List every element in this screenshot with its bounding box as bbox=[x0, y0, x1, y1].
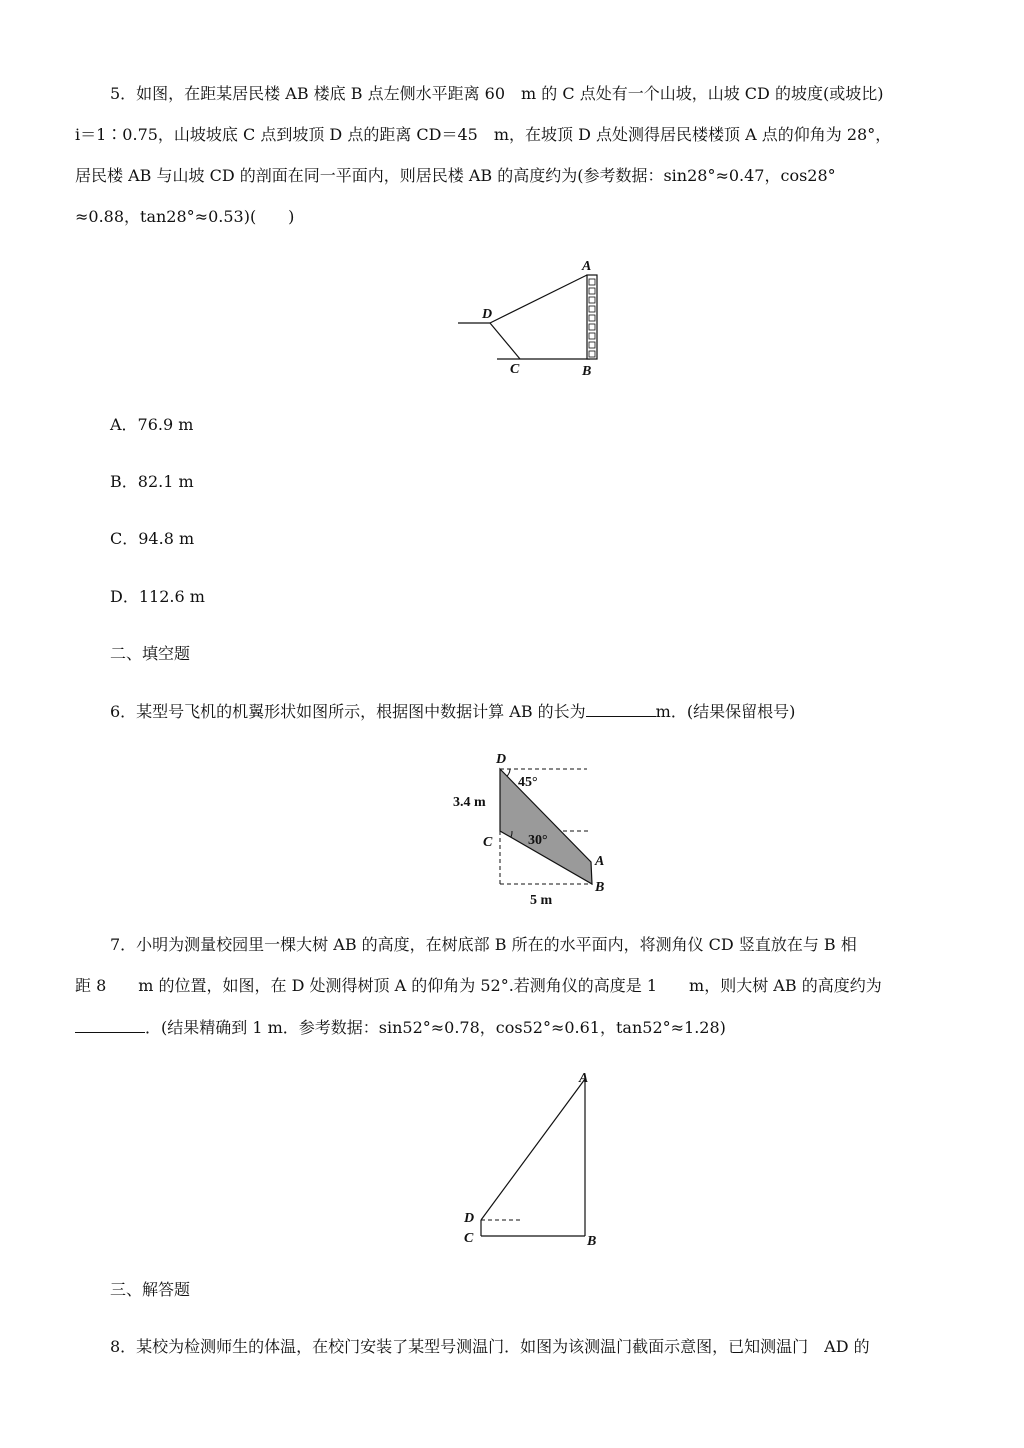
q7-sightline-da bbox=[481, 1079, 585, 1220]
q7-label-d: D bbox=[464, 1211, 475, 1226]
q7-line-2: 距 8 m 的位置，如图，在 D 处测得树顶 A 的仰角为 52°.若测角仪的高度是 1 m，则大树 AB 的高度约为 bbox=[75, 976, 882, 995]
q5-line-2: i＝1∶0.75，山坡坡底 C 点到坡顶 D 点的距离 CD＝45 m，在坡顶 D 点处测得居民楼楼顶 A 点的仰角为 28°， bbox=[75, 125, 892, 144]
q6-angle-30-label: 30° bbox=[528, 833, 548, 848]
q6-text bbox=[110, 700, 795, 723]
q6-width-label: 5 m bbox=[530, 893, 553, 908]
q5-line-3: 居民楼 AB 与山坡 CD 的剖面在同一平面内，则居民楼 AB 的高度约为(参考数据：sin28°≈0.47，cos28° bbox=[75, 166, 836, 185]
q8-line-1: 8．某校为检测师生的体温，在校门安装了某型号测温门．如图为该测温门截面示意图，已知测温门 AD 的 bbox=[110, 1337, 870, 1356]
q5-label-b: B bbox=[582, 364, 592, 379]
q7-line-3 bbox=[75, 1016, 726, 1039]
q5-figure bbox=[450, 255, 620, 380]
q7-figure bbox=[455, 1062, 615, 1252]
q6-angle-45-label: 45° bbox=[518, 775, 538, 790]
section-answer-heading: 三、解答题 bbox=[110, 1280, 191, 1299]
q7-label-c: C bbox=[464, 1231, 474, 1246]
q7-label-b: B bbox=[587, 1234, 597, 1249]
q5-label-c: C bbox=[510, 362, 520, 377]
q6-label-d: D bbox=[496, 752, 507, 767]
q5-line-4: ≈0.88，tan28°≈0.53)( ) bbox=[75, 207, 295, 226]
q5-option-d: D．112.6 m bbox=[110, 587, 205, 606]
q7-label-a: A bbox=[579, 1071, 589, 1086]
q6-label-b: B bbox=[595, 880, 605, 895]
section-fill-in-heading: 二、填空题 bbox=[110, 644, 191, 663]
q7-line-1: 7．小明为测量校园里一棵大树 AB 的高度，在树底部 B 所在的水平面内，将测角仪 CD 竖直放在与 B 相 bbox=[110, 935, 857, 954]
q6-answer-blank bbox=[586, 700, 656, 717]
q7-answer-blank bbox=[75, 1016, 145, 1033]
q6-angle-45-arc bbox=[507, 769, 510, 776]
q6-wing-shape bbox=[500, 769, 592, 884]
q6-figure bbox=[450, 748, 620, 910]
q6-text-after: m．(结果保留根号) bbox=[655, 702, 796, 721]
q6-label-c: C bbox=[483, 835, 493, 850]
q6-label-a: A bbox=[595, 854, 605, 869]
q5-label-d: D bbox=[482, 307, 493, 322]
q5-slope-cd bbox=[490, 323, 520, 359]
q5-line-1: 5．如图，在距某居民楼 AB 楼底 B 点左侧水平距离 60 m 的 C 点处有一个山坡，山坡 CD 的坡度(或坡比) bbox=[110, 84, 884, 103]
q5-option-b: B．82.1 m bbox=[110, 472, 194, 491]
q7-line-3-text: ．(结果精确到 1 m．参考数据：sin52°≈0.78，cos52°≈0.61，tan52°≈1.28) bbox=[145, 1018, 726, 1037]
q6-text-before: 6．某型号飞机的机翼形状如图所示，根据图中数据计算 AB 的长为 bbox=[110, 702, 586, 721]
q5-option-a: A．76.9 m bbox=[110, 415, 194, 434]
q6-height-label: 3.4 m bbox=[453, 795, 486, 810]
q5-sightline-da bbox=[490, 275, 587, 323]
q5-label-a: A bbox=[582, 259, 592, 274]
q5-option-c: C．94.8 m bbox=[110, 529, 195, 548]
